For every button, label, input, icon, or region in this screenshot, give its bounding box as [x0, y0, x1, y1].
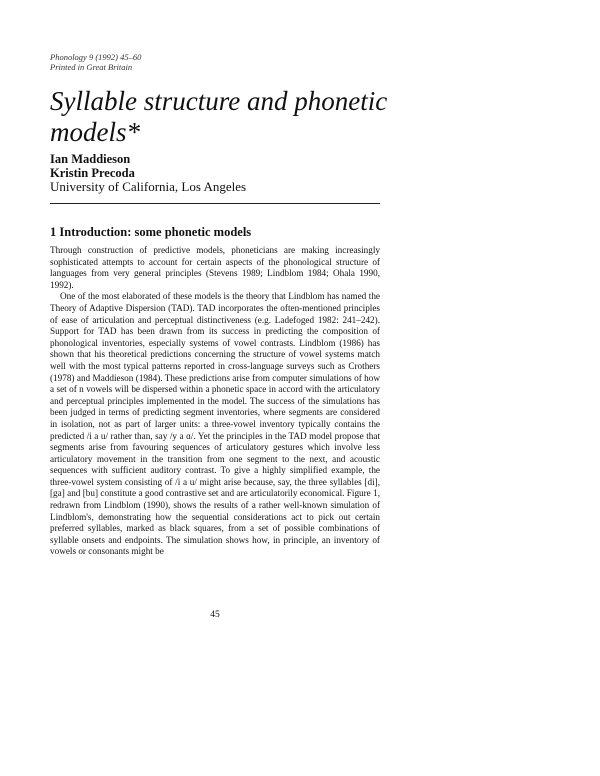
article-title: Syllable structure and phonetic models* — [50, 86, 388, 147]
paragraph-1: Through construction of predictive models, phoneticians are making increasingly sophisticated attempts to account for certain aspects of the phonological structure of languages from very general principles (Stevens 1989; Lindblom 1984; Ohala 1990, 1992). — [50, 245, 380, 290]
journal-line-2: Printed in Great Britain — [50, 62, 133, 72]
title-divider — [50, 203, 380, 204]
author-block — [50, 152, 246, 194]
author-1: Ian Maddieson — [50, 152, 131, 166]
body-text — [50, 245, 380, 558]
paragraph-2: One of the most elaborated of these models is the theory that Lindblom has named the Theory of Adaptive Dispersion (TAD). TAD incorporates the often-mentioned principles of ease of articulation and perceptual distinctiveness (e.g. Ladefoged 1982: 241–242). Support for TAD has been drawn from its success in predicting the composition of phonological inventories, especially systems of vowel contrasts. Lindblom (1986) has shown that his theoretical predictions concerning the structure of vowel systems match well with the most typical patterns reported in cross-language surveys such as Crothers (1978) and Maddieson (1984). These predictions arise from computer simulations of how a set of n vowels will be dispersed within a phonetic space in accord with the articulatory and perceptual principles implemented in the model. The success of the simulations has been judged in terms of predicting segment inventories, where segments are considered in isolation, not as part of larger units: a three-vowel inventory typically contains the predicted /i a u/ rather than, say /y a ɑ/. Yet the principles in the TAD model propose that segments arise from favouring sequences of articulatory gestures which involve less articulatory movement in the transition from one segment to the next, and acoustic sequences with sufficient auditory contrast. To give a highly simplified example, the three-vowel system consisting of /i a u/ might arise because, say, the three syllables [di], [ga] and [bu] constitute a good contrastive set and are articulatorily economical. Figure 1, redrawn from Lindblom (1990), shows the results of a rather well-known simulation of Lindblom's, demonstrating how the sequential considerations act to pick out certain preferred syllables, marked as black squares, from a set of possible combinations of syllable onsets and endpoints. The simulation shows how, in principle, an inventory of vowels or consonants might be — [50, 291, 380, 557]
affiliation: University of California, Los Angeles — [50, 179, 247, 194]
journal-citation — [50, 52, 141, 72]
section-heading: 1 Introduction: some phonetic models — [50, 225, 252, 239]
author-2: Kristin Precoda — [50, 166, 135, 180]
journal-line-1: Phonology 9 (1992) 45–60 — [50, 52, 142, 62]
page-number: 45 — [210, 610, 220, 620]
